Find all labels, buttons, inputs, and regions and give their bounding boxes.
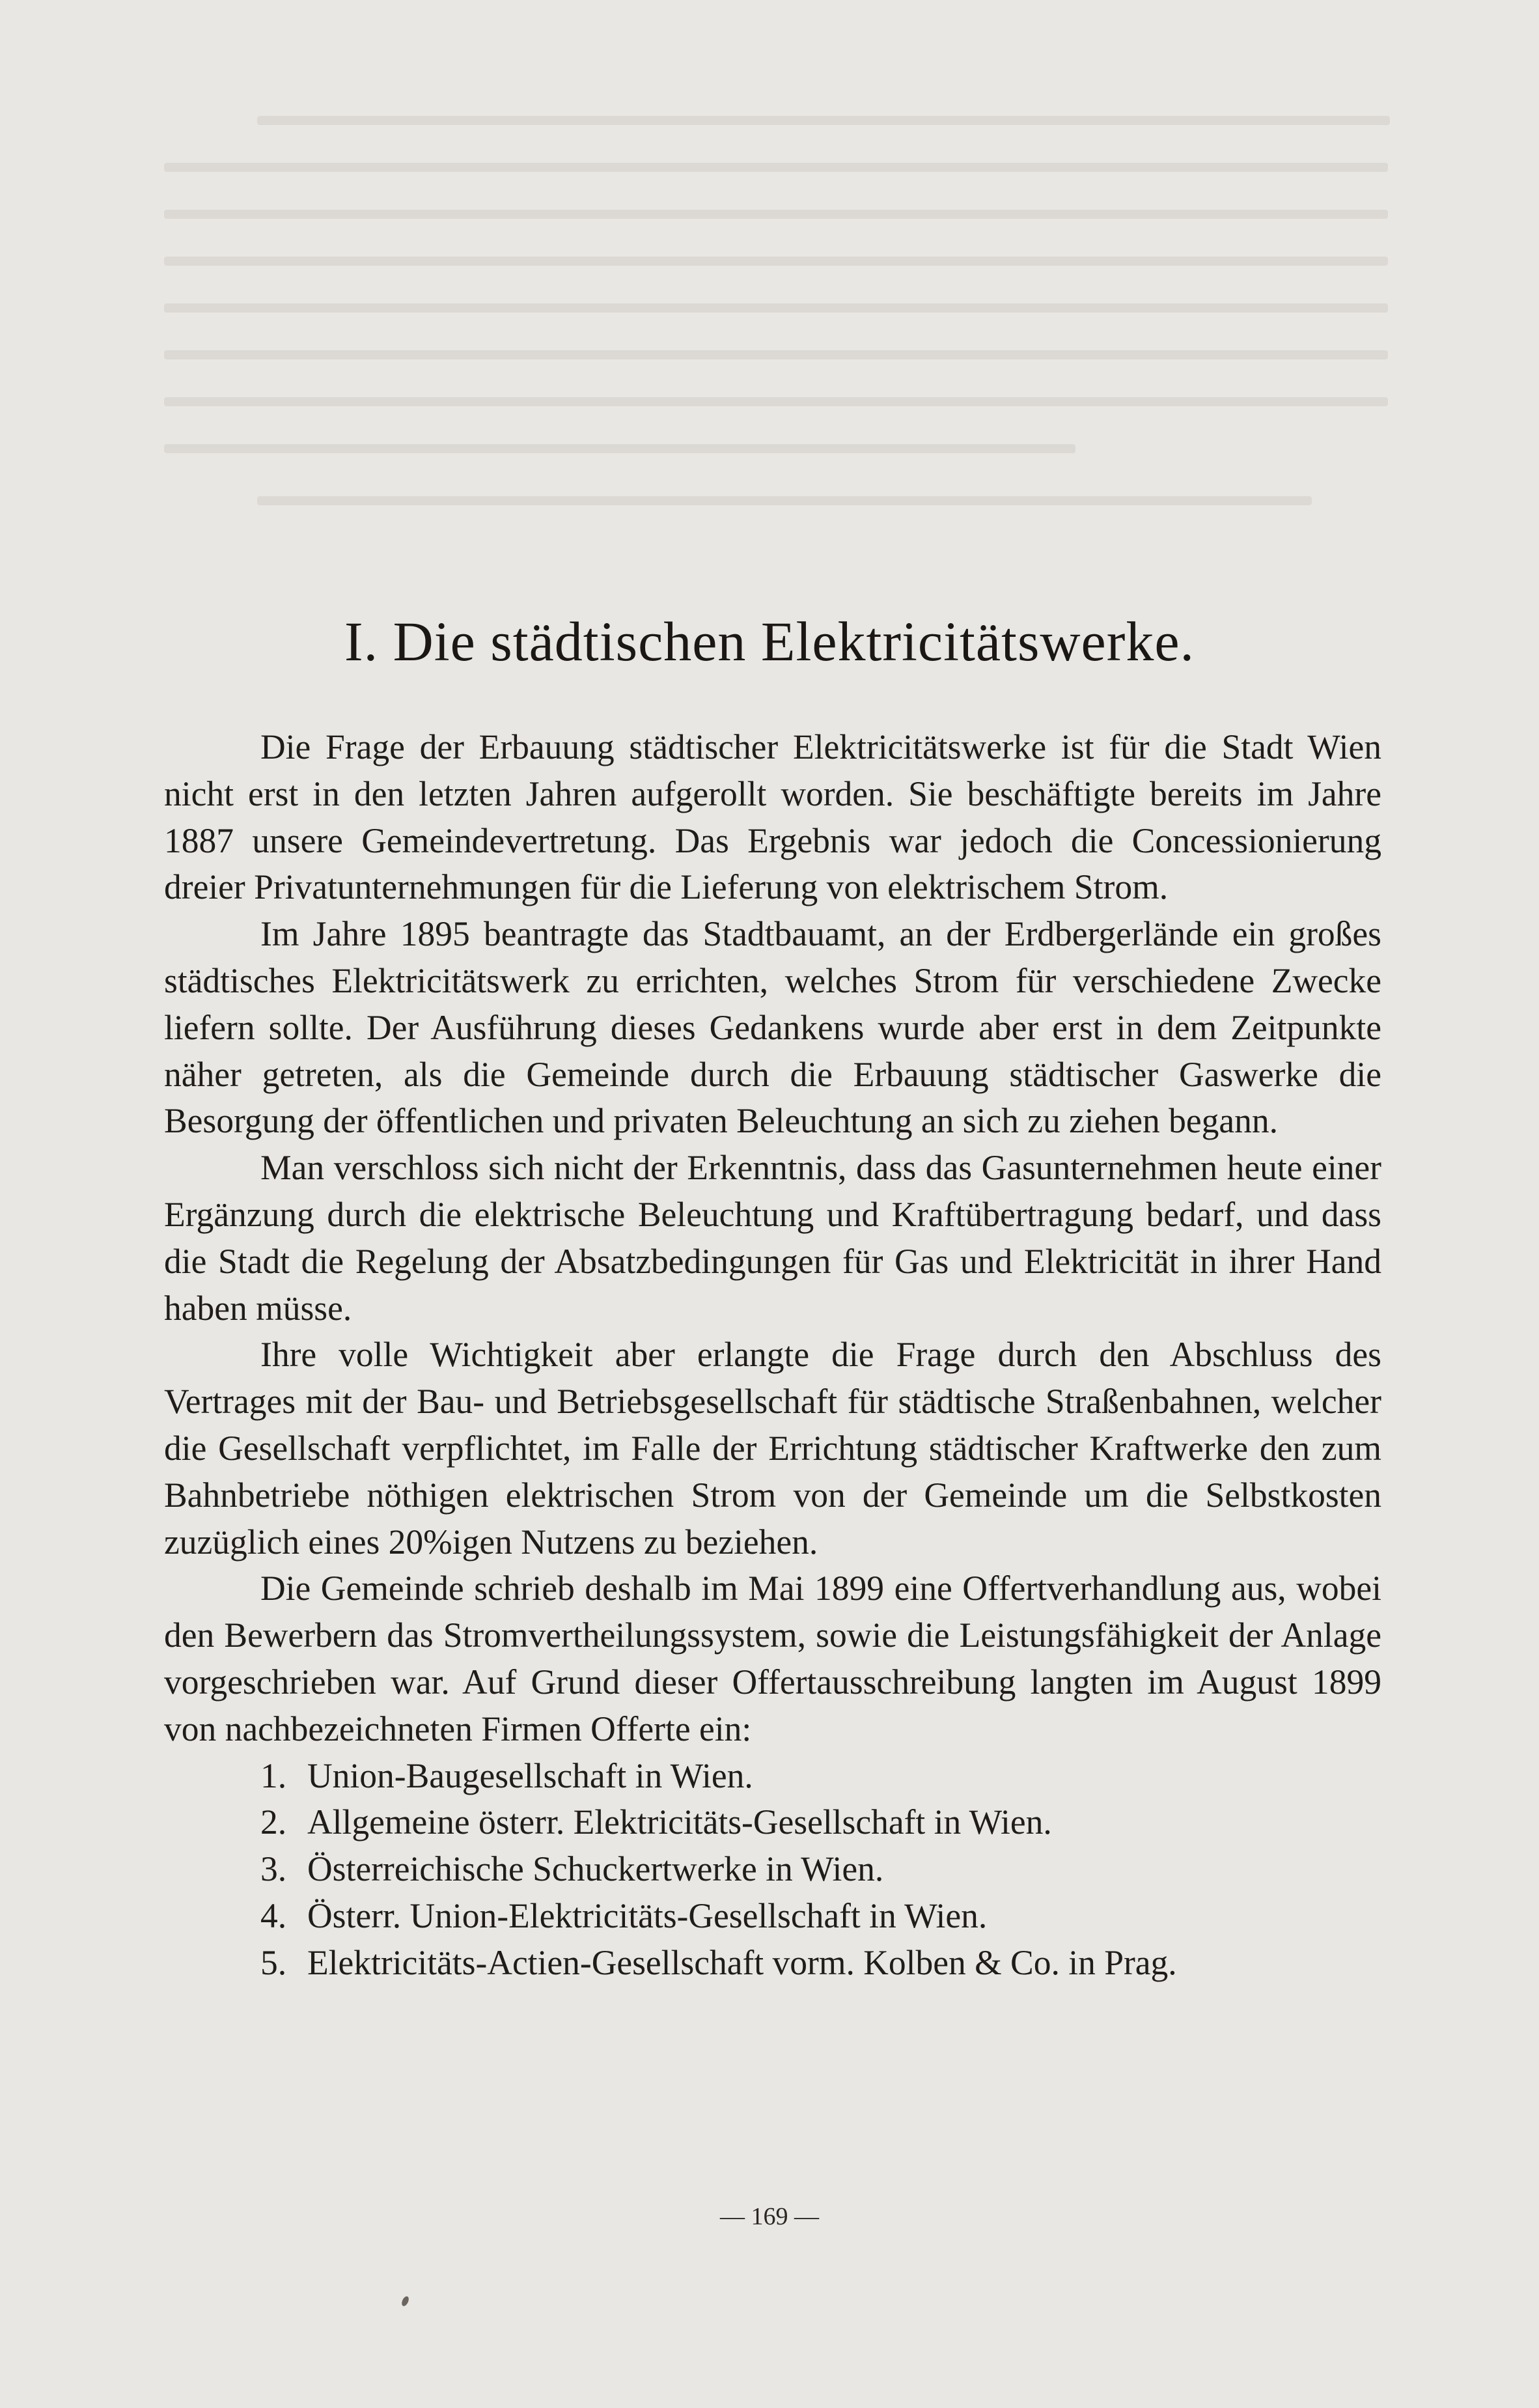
page-number: — 169 — [720, 2203, 819, 2230]
list-item-text: Allgemeine österr. Elektricitäts-Gesellschaft in Wien. [307, 1802, 1052, 1842]
list-item [164, 1846, 1381, 1893]
ink-speck [400, 2295, 410, 2307]
list-item-text: Österreichische Schuckertwerke in Wien. [307, 1849, 884, 1889]
page-title: I. Die städtischen Elektricitätswerke. [344, 610, 1195, 673]
paragraph: Die Gemeinde schrieb deshalb im Mai 1899 eine Offertverhandlung aus, wobei den Bewerbern das Stromvertheilungssystem, sowie die Leistungsfähigkeit der Anlage vorgeschrieben war. Auf Grund dieser Offertausschreibung langten im August 1899 von nachbezeichneten Firmen Offerte ein: [164, 1569, 1381, 1748]
paragraph: Im Jahre 1895 beantragte das Stadtbauamt, an der Erdbergerlände ein großes städtisches Elektricitätswerk zu errichten, welches Strom für verschiedene Zwecke liefern sollte. Der Ausführung dieses Gedankens wurde aber erst in dem Zeitpunkte näher getreten, als die Gemeinde durch die Erbauung städtischer Gaswerke die Besorgung der öffentlichen und privaten Beleuchtung an sich zu ziehen begann. [164, 914, 1381, 1141]
paragraph: Man verschloss sich nicht der Erkenntnis, dass das Gasunternehmen heute einer Ergänzung durch die elektrische Beleuchtung und Kraftübertragung bedarf, und dass die Stadt die Regelung der Absatzbedingungen für Gas und Elektricität in ihrer Hand haben müsse. [164, 1148, 1381, 1328]
body-text [164, 724, 1381, 1987]
list-item-text: Elektricitäts-Actien-Gesellschaft vorm. Kolben & Co. in Prag. [307, 1942, 1177, 1982]
paragraph: Die Frage der Erbauung städtischer Elektricitätswerke ist für die Stadt Wien nicht erst in den letzten Jahren aufgerollt worden. Sie beschäftigte bereits im Jahre 1887 unsere Gemeindevertretung. Das Ergebnis war jedoch die Concessionierung dreier Privatunternehmungen für die Lieferung von elektrischem Strom. [164, 727, 1381, 907]
list-item [164, 1753, 1381, 1800]
firm-list [164, 1753, 1381, 1987]
list-item [164, 1893, 1381, 1940]
list-item-number: 3. [260, 1849, 287, 1889]
list-item [164, 1799, 1381, 1846]
list-item-text: Union-Baugesellschaft in Wien. [307, 1756, 753, 1795]
list-item-number: 1. [260, 1756, 287, 1795]
list-item-text: Österr. Union-Elektricitäts-Gesellschaft in Wien. [307, 1896, 988, 1935]
list-item [164, 1940, 1381, 1987]
list-item-number: 4. [260, 1896, 287, 1935]
paragraph: Ihre volle Wichtigkeit aber erlangte die Frage durch den Abschluss des Vertrages mit der Bau- und Betriebsgesellschaft für städtische Straßenbahnen, welcher die Gesellschaft verpflichtet, im Falle der Errichtung städtischer Kraftwerke den zum Bahnbetriebe nöthigen elektrischen Strom von der Gemeinde um die Selbstkosten zuzüglich eines 20%igen Nutzens zu beziehen. [164, 1335, 1381, 1561]
list-item-number: 5. [260, 1942, 287, 1982]
list-item-number: 2. [260, 1802, 287, 1842]
